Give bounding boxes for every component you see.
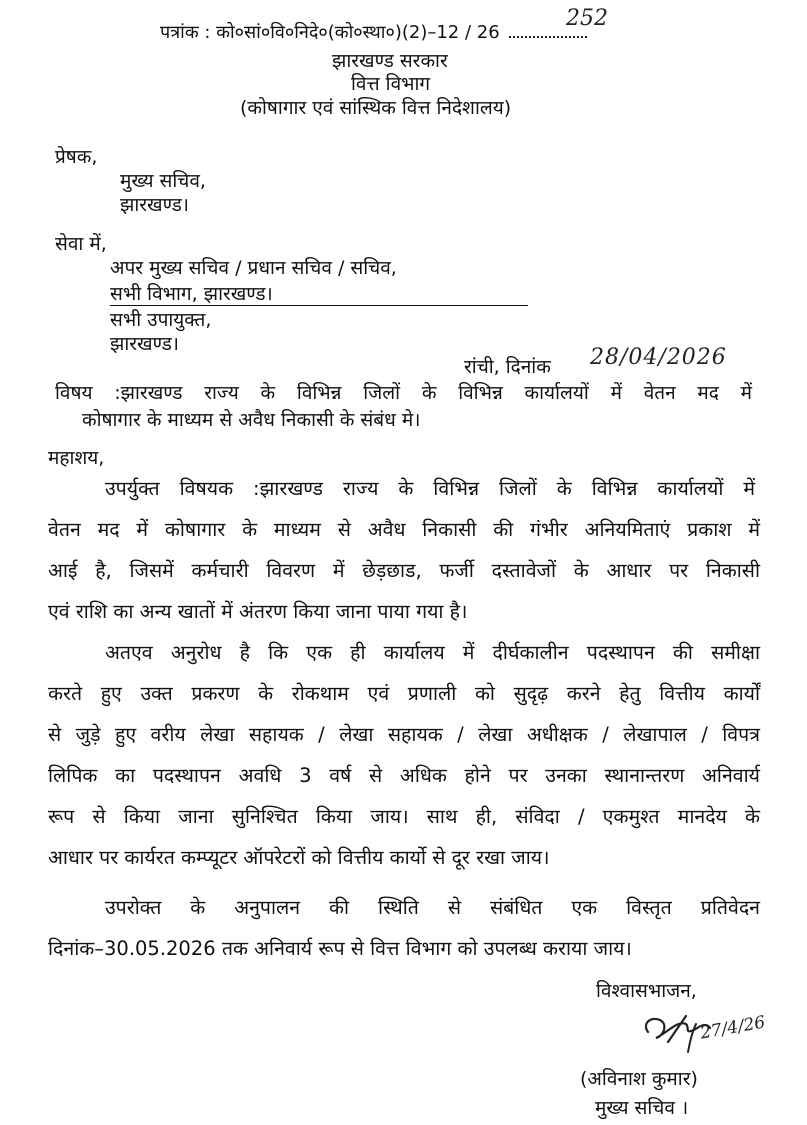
recipient-line-3: सभी उपायुक्त, bbox=[110, 309, 212, 331]
para3-line-1: उपरोक्त के अनुपालन की स्थिति से संबंधित एक विस्तृत प्रतिवेदन bbox=[105, 896, 760, 919]
para1-line-4: एवं राशि का अन्य खातों में अंतरण किया जाना पाया गया है। bbox=[48, 600, 468, 623]
government-title: झारखण्ड सरकार bbox=[332, 50, 448, 72]
para2-line-6: आधार पर कार्यरत कम्प्यूटर ऑपरेटरों को वित्तीय कार्यो से दूर रखा जाय। bbox=[48, 846, 550, 869]
department-title: वित्त विभाग bbox=[351, 73, 431, 95]
salutation: महाशय, bbox=[48, 447, 105, 469]
valediction: विश्वासभाजन, bbox=[596, 980, 697, 1002]
para2-line-4: लिपिक का पदस्थापन अवधि 3 वर्ष से अधिक होने पर उनका स्थानान्तरण अनिवार्य bbox=[48, 764, 760, 787]
subject-line-2: कोषागार के माध्यम से अवैध निकासी के संबंध मे। bbox=[82, 409, 421, 431]
recipient-label: सेवा में, bbox=[55, 233, 107, 255]
letter-number-dots bbox=[509, 36, 587, 38]
signature-date: 27/4/26 bbox=[698, 1012, 767, 1044]
signatory-name: (अविनाश कुमार) bbox=[580, 1068, 698, 1090]
directorate-title: (कोषागार एवं सांस्थिक वित्त निदेशालय) bbox=[240, 97, 512, 119]
signatory-designation: मुख्य सचिव । bbox=[595, 1097, 689, 1119]
para1-line-2: वेतन मद में कोषागार के माध्यम से अवैध निकासी की गंभीर अनियमिताएं प्रकाश में bbox=[48, 518, 760, 541]
place-date-label: रांची, दिनांक bbox=[464, 356, 551, 378]
para2-line-3: से जुड़े हुए वरीय लेखा सहायक / लेखा सहायक / लेखा अधीक्षक / लेखापाल / विपत्र bbox=[48, 723, 760, 746]
para2-line-2: करते हुए उक्त प्रकरण के रोकथाम एवं प्रणाली को सुदृढ़ करने हेतु वित्तीय कार्यों bbox=[48, 682, 760, 705]
recipient-line-4: झारखण्ड। bbox=[110, 333, 179, 355]
para1-line-1: उपर्युक्त विषयक :झारखण्ड राज्य के विभिन्न जिलों के विभिन्न कार्यालयों में bbox=[105, 477, 756, 500]
para3-line-2: दिनांक–30.05.2026 तक अनिवार्य रूप से वित्त विभाग को उपलब्ध कराया जाय। bbox=[48, 937, 632, 960]
sender-state: झारखण्ड। bbox=[120, 194, 189, 216]
sender-label: प्रेषक, bbox=[55, 146, 98, 168]
sender-designation: मुख्य सचिव, bbox=[120, 170, 206, 192]
recipient-line-2 bbox=[110, 285, 528, 306]
subject-line-1: विषय :झारखण्ड राज्य के विभिन्न जिलों के विभिन्न कार्यालयों में वेतन मद में bbox=[55, 382, 752, 404]
letter-number-label: पत्रांक : को०सां०वि०निदे०(को०स्था०)(2)–12 / 26 bbox=[160, 22, 500, 43]
recipient-line-1: अपर मुख्य सचिव / प्रधान सचिव / सचिव, bbox=[110, 257, 397, 279]
date-handwritten: 28/04/2026 bbox=[590, 345, 727, 370]
letter-number bbox=[160, 24, 587, 42]
para2-line-5: रूप से किया जाना सुनिश्चित किया जाय। साथ ही, संविदा / एकमुश्त मानदेय के bbox=[48, 805, 760, 828]
recipient-line-2-text: सभी विभाग, झारखण्ड। bbox=[110, 283, 273, 305]
letter-number-handwritten: 252 bbox=[566, 6, 608, 31]
para2-line-1: अतएव अनुरोध है कि एक ही कार्यालय में दीर्घकालीन पदस्थापन की समीक्षा bbox=[105, 641, 760, 664]
para1-line-3: आई है, जिसमें कर्मचारी विवरण में छेड़छाड, फर्जी दस्तावेजों के आधार पर निकासी bbox=[48, 559, 760, 582]
